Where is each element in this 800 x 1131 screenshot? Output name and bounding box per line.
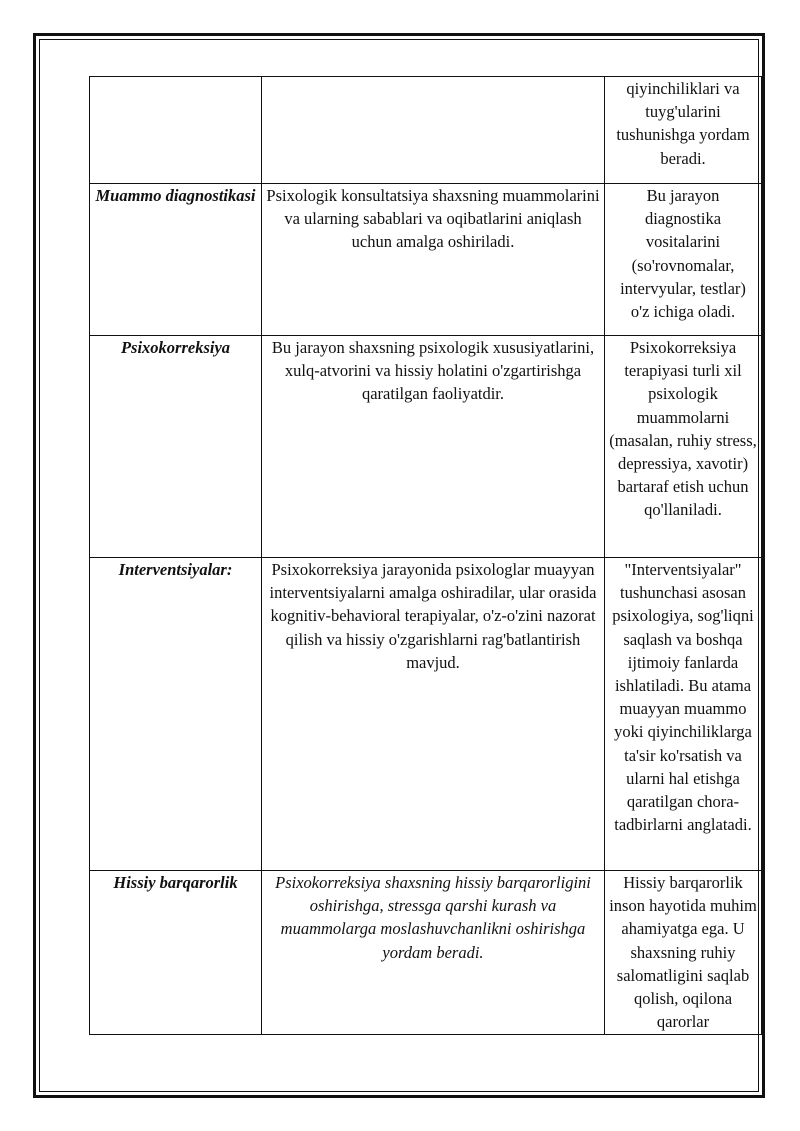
term-cell: Muammo diagnostikasi — [90, 184, 262, 336]
description-cell: Psixokorreksiya shaxsning hissiy barqarorligini oshirishga, stressga qarshi kurash va muammolarga moslashuvchanlikni oshirishga yordam beradi. — [262, 871, 605, 1035]
note-cell: Bu jarayon diagnostika vositalarini (so'rovnomalar, intervyular, testlar) o'z ichiga oladi. — [605, 184, 762, 336]
description-cell: Psixologik konsultatsiya shaxsning muammolarini va ularning sabablari va oqibatlarini aniqlash uchun amalga oshiriladi. — [262, 184, 605, 336]
note-cell: "Interventsiyalar" tushunchasi asosan psixologiya, sog'liqni saqlash va boshqa ijtimoiy fanlarda ishlatiladi. Bu atama muayyan muammo yoki qiyinchiliklarga ta'sir ko'rsatish va ularni hal etishga qaratilgan chora-tadbirlarni anglatadi. — [605, 558, 762, 871]
note-text-clipped: Hissiy barqarorlik inson hayotida muhim ahamiyatga ega. U shaxsning ruhiy salomatligini saqlab qolish, oqilona qarorlar — [609, 873, 757, 1032]
table-row — [90, 77, 762, 184]
description-cell: Bu jarayon shaxsning psixologik xususiyatlarini, xulq-atvorini va hissiy holatini o'zgartirishga qaratilgan faoliyatdir. — [262, 336, 605, 558]
term-cell: Interventsiyalar: — [90, 558, 262, 871]
note-cell: Psixokorreksiya terapiyasi turli xil psixologik muammolarni (masalan, ruhiy stress, depressiya, xavotir) bartaraf etish uchun qo'llaniladi. — [605, 336, 762, 558]
note-cell: qiyinchiliklari va tuyg'ularini tushunishga yordam beradi. — [605, 77, 762, 184]
term-cell: Psixokorreksiya — [90, 336, 262, 558]
term-cell: Hissiy barqarorlik — [90, 871, 262, 1035]
table-row — [90, 336, 762, 558]
table-row — [90, 871, 762, 1035]
description-cell — [262, 77, 605, 184]
note-cell — [605, 871, 762, 1035]
table-row — [90, 558, 762, 871]
term-cell — [90, 77, 262, 184]
table-row — [90, 184, 762, 336]
description-cell: Psixokorreksiya jarayonida psixologlar muayyan interventsiyalarni amalga oshiradilar, ular orasida kognitiv-behavioral terapiyalar, o'z-o'zini nazorat qilish va hissiy o'zgarishlarni rag'batlantirish mavjud. — [262, 558, 605, 871]
terms-table — [89, 76, 762, 1035]
